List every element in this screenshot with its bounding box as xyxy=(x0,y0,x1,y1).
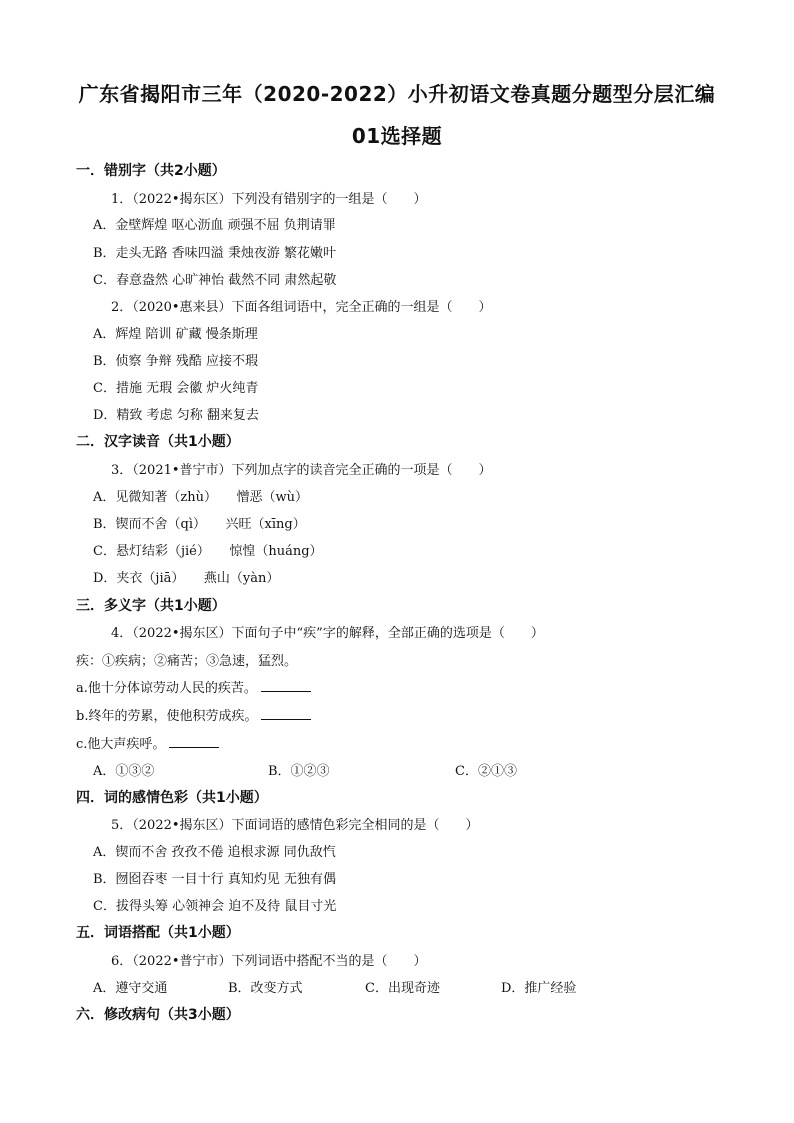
question-stem: 1．（2022•揭东区）下列没有错别字的一组是（ ） xyxy=(111,192,427,207)
document-subtitle: 01选择题 xyxy=(351,124,443,148)
section-heading: 六．修改病句（共3小题） xyxy=(76,1007,240,1023)
answer-blank[interactable] xyxy=(169,735,219,748)
document-title: 广东省揭阳市三年（2020-2022）小升初语文卷真题分题型分层汇编 xyxy=(78,82,716,106)
question-stem: 6．（2022•普宁市）下列词语中搭配不当的是（ ） xyxy=(111,954,427,969)
option: D．夹衣（jiā） 燕山（yàn） xyxy=(93,571,280,586)
option: B．改变方式 xyxy=(228,981,303,996)
option: B．囫囵吞枣 一目十行 真知灼见 无独有偶 xyxy=(93,872,336,887)
section-heading: 一．错别字（共2小题） xyxy=(76,163,226,179)
option: C．春意盎然 心旷神怡 截然不同 肃然起敬 xyxy=(93,273,337,288)
option: A．遵守交通 xyxy=(93,981,168,996)
question-stem: 3．（2021•普宁市）下列加点字的读音完全正确的一项是（ ） xyxy=(111,463,492,478)
option: C．出现奇迹 xyxy=(365,981,440,996)
option: C．措施 无瑕 会徽 炉火纯青 xyxy=(93,381,259,396)
option: C．拔得头筹 心领神会 迫不及待 鼠目寸光 xyxy=(93,899,337,914)
section-heading: 二．汉字读音（共1小题） xyxy=(76,434,240,450)
question-stem: 2．（2020•惠来县）下面各组词语中，完全正确的一组是（ ） xyxy=(111,300,492,315)
section-heading: 四．词的感情色彩（共1小题） xyxy=(76,790,268,806)
option: B．侦察 争辩 残酷 应接不瑕 xyxy=(93,354,258,369)
option: A．锲而不舍 孜孜不倦 追根求源 同仇敌忾 xyxy=(93,845,336,860)
option: A．辉煌 陪训 矿藏 慢条斯理 xyxy=(93,327,258,342)
option: A．①③② xyxy=(93,764,155,779)
sentence-item: b.终年的劳累，使他积劳成疾。 xyxy=(76,705,311,724)
definition-text: 疾：①疾病；②痛苦；③急速，猛烈。 xyxy=(76,654,298,669)
section-heading: 五．词语搭配（共1小题） xyxy=(76,925,240,941)
option: A．金壁辉煌 呕心沥血 顽强不屈 负荆请罪 xyxy=(93,218,336,233)
option: B．锲而不舍（qì） 兴旺（xīng） xyxy=(93,517,306,532)
question-stem: 4．（2022•揭东区）下面句子中“疾”字的解释，全部正确的选项是（ ） xyxy=(111,626,544,641)
answer-blank[interactable] xyxy=(261,707,311,720)
option: B．①②③ xyxy=(268,764,330,779)
option: D．精致 考虑 匀称 翻来复去 xyxy=(93,408,259,423)
question-stem: 5．（2022•揭东区）下面词语的感情色彩完全相同的是（ ） xyxy=(111,818,479,833)
option: B．走头无路 香味四溢 秉烛夜游 繁花嫩叶 xyxy=(93,246,336,261)
sentence-item: c.他大声疾呼。 xyxy=(76,733,219,752)
option: A．见微知著（zhù） 憎恶（wù） xyxy=(93,490,308,505)
sentence-item: a.他十分体谅劳动人民的疾苦。 xyxy=(76,677,311,696)
option: C．悬灯结彩（jié） 惊惶（huáng） xyxy=(93,544,323,559)
section-heading: 三．多义字（共1小题） xyxy=(76,598,226,614)
option: D．推广经验 xyxy=(501,981,577,996)
answer-blank[interactable] xyxy=(261,679,311,692)
option: C．②①③ xyxy=(455,764,517,779)
